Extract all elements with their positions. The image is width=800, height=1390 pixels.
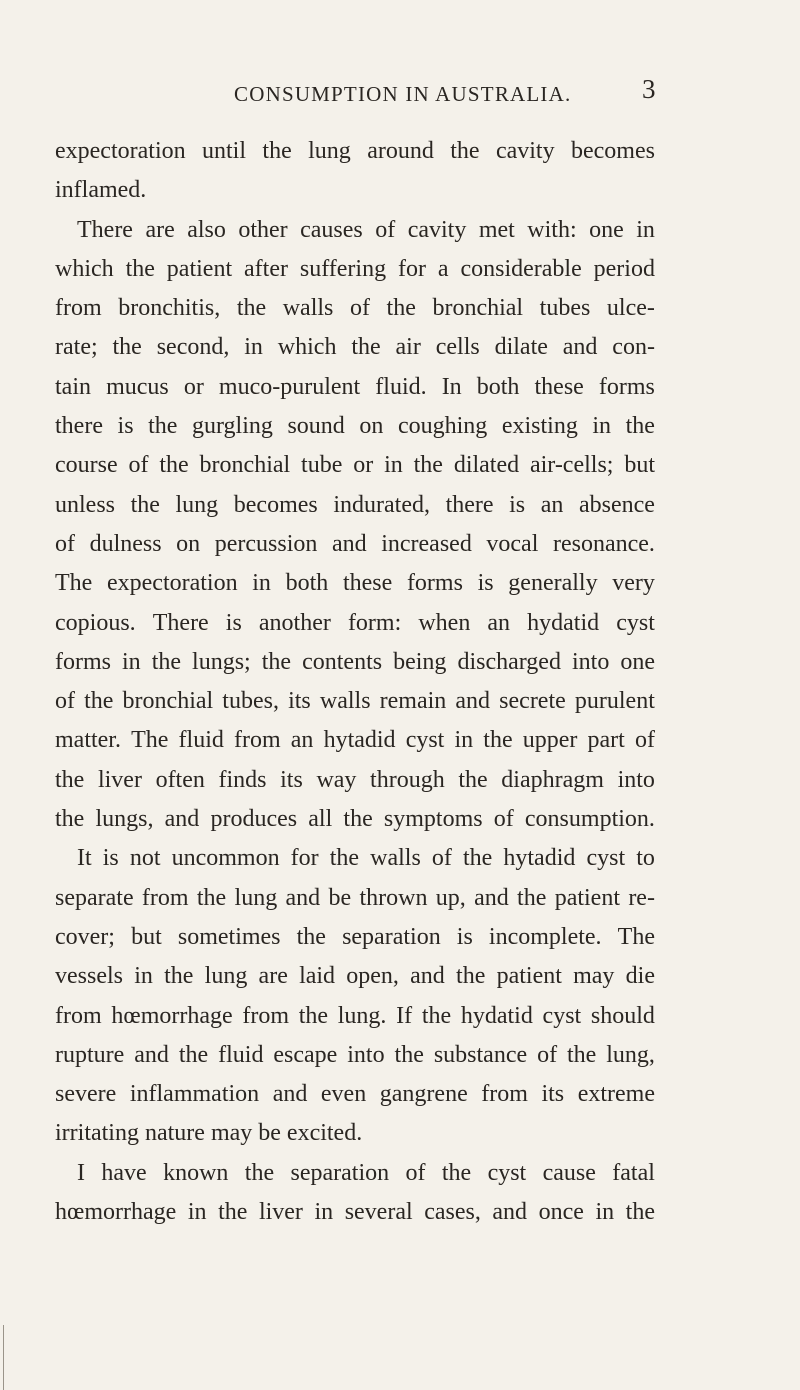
word: for [290, 845, 319, 872]
word: indurated, [333, 491, 430, 518]
word: symptoms [383, 806, 483, 833]
word: into [571, 648, 610, 675]
word: sound [287, 413, 345, 440]
word: even [320, 1081, 367, 1108]
word: known [163, 1159, 229, 1186]
word: into [617, 766, 655, 793]
word: cells [435, 334, 480, 361]
word: fluid. [375, 373, 427, 400]
word: the [441, 1159, 472, 1186]
word: If [396, 1002, 413, 1029]
word: coughing [397, 413, 488, 440]
word: of [375, 216, 396, 243]
text-line [55, 368, 655, 407]
word: air-cells; [529, 452, 614, 479]
word: dulness [89, 530, 162, 557]
word: matter. [55, 727, 121, 754]
word: and [272, 1081, 308, 1108]
word: dilate [494, 334, 548, 361]
word: bronchitis, [118, 295, 221, 322]
word: are [258, 963, 288, 990]
word: fatal [612, 1159, 655, 1186]
word: the [148, 413, 178, 440]
word: are [145, 216, 175, 243]
word: and [285, 884, 321, 911]
word: becomes [233, 491, 318, 518]
word: sometimes [177, 923, 281, 950]
word: when [418, 609, 471, 636]
word: air [395, 334, 421, 361]
page-edge-line [3, 1325, 4, 1390]
word: cyst [487, 1159, 527, 1186]
word: existing [501, 413, 578, 440]
word: The [617, 923, 655, 950]
word: and [492, 1199, 528, 1226]
word: second, [156, 334, 230, 361]
text-line [55, 879, 655, 918]
word: cover; [55, 923, 115, 950]
word: of [493, 806, 514, 833]
word: and [562, 334, 598, 361]
word: its [280, 766, 303, 793]
word: incomplete. [488, 923, 602, 950]
word: may [573, 963, 615, 990]
word: the [112, 334, 142, 361]
word: the [456, 963, 486, 990]
word: lung [234, 884, 278, 911]
word: often [155, 766, 205, 793]
word: should [590, 1002, 655, 1029]
word: the [351, 334, 381, 361]
word: met [478, 216, 515, 243]
word: There [77, 216, 133, 243]
word: the [164, 963, 194, 990]
word: into [347, 1041, 385, 1068]
text-line [55, 1193, 655, 1232]
word: is [456, 923, 473, 950]
word: forms [598, 373, 655, 400]
word: walls [282, 295, 334, 322]
word: of [405, 1159, 426, 1186]
word: hœmorrhage [111, 1002, 233, 1029]
word: the [421, 1002, 452, 1029]
word: lung, [606, 1041, 655, 1068]
word: hytadid [503, 845, 576, 872]
word: The [55, 570, 93, 597]
word: form: [347, 609, 402, 636]
word: bronchial [432, 295, 524, 322]
word: on [359, 413, 384, 440]
text-line [55, 211, 655, 250]
word: escape [273, 1041, 338, 1068]
word: the [567, 1041, 597, 1068]
word: separate [55, 884, 134, 911]
word: laid [299, 963, 336, 990]
word: the [84, 688, 114, 715]
word: in [134, 963, 153, 990]
running-head [0, 74, 800, 112]
word: the [261, 648, 292, 675]
page-number: 3 [642, 74, 656, 104]
word: lungs; [192, 648, 251, 675]
text-line [55, 800, 655, 839]
word: being [393, 648, 447, 675]
word: very [612, 570, 655, 597]
word: lung [175, 491, 219, 518]
word: and [331, 530, 367, 557]
word: percussion [214, 530, 318, 557]
word: way [316, 766, 357, 793]
word: the [450, 138, 480, 164]
word: con- [612, 334, 655, 361]
word: in [122, 648, 141, 675]
word: from [234, 727, 281, 754]
text-line [55, 250, 655, 289]
text-line [55, 839, 655, 878]
word: patient [166, 255, 233, 282]
word: the [159, 452, 189, 479]
word: tube [301, 452, 343, 479]
word: bronchial [122, 688, 214, 715]
text-line [55, 604, 655, 643]
word: severe [55, 1081, 117, 1108]
word: forms [55, 648, 111, 675]
word: of [634, 727, 655, 754]
word: from [141, 884, 189, 911]
word: gangrene [379, 1081, 468, 1108]
word: is [477, 570, 494, 597]
word: cyst [586, 845, 626, 872]
word: the [625, 1199, 655, 1226]
text-line [55, 1154, 655, 1193]
word: these [534, 373, 584, 400]
word: expectoration [55, 138, 186, 164]
word: or [353, 452, 374, 479]
word: causes [300, 216, 363, 243]
word: the [625, 413, 655, 440]
word: cyst [542, 1002, 582, 1029]
word: or [183, 373, 204, 400]
word: cases, [424, 1199, 481, 1226]
word: in [595, 1199, 615, 1226]
word: lungs, [95, 806, 154, 833]
word: the [244, 1159, 275, 1186]
word: The [131, 727, 169, 754]
body-text [55, 132, 655, 1232]
word: hytadid [323, 727, 396, 754]
word: die [625, 963, 655, 990]
word: contents [302, 648, 383, 675]
word: discharged [457, 648, 561, 675]
word: consumption. [524, 806, 655, 833]
word: the [125, 255, 155, 282]
word: have [101, 1159, 147, 1186]
word: cavity [495, 138, 555, 164]
word: and [455, 688, 491, 715]
word: the [298, 1002, 329, 1029]
word: and [410, 963, 445, 990]
word: increased [381, 530, 472, 557]
word: expectoration [106, 570, 238, 597]
word: all [308, 806, 333, 833]
word: also [187, 216, 226, 243]
word: these [342, 570, 393, 597]
word: the [329, 845, 360, 872]
word: I [77, 1159, 85, 1186]
word: the [296, 923, 326, 950]
word: another [258, 609, 331, 636]
word: is [117, 413, 134, 440]
word: both [476, 373, 520, 400]
word: of [431, 845, 452, 872]
word: from [481, 1081, 528, 1108]
word: and [474, 884, 509, 911]
word: gurgling [192, 413, 273, 440]
word: in [384, 452, 403, 479]
word: is [509, 491, 526, 518]
word: there [55, 413, 103, 440]
word: but [624, 452, 655, 479]
word: hydatid [527, 609, 600, 636]
text-line [55, 407, 655, 446]
word: rate; [55, 334, 98, 361]
word: one [620, 648, 655, 675]
word: its [288, 688, 311, 715]
word: be [328, 884, 352, 911]
word: walls [319, 688, 371, 715]
word: on [176, 530, 201, 557]
word: cavity [407, 216, 467, 243]
word: separation [342, 923, 441, 950]
word: hœmorrhage [55, 1199, 177, 1226]
word: the [343, 806, 373, 833]
word: liver [97, 766, 142, 793]
text-line [55, 682, 655, 721]
text-line [55, 486, 655, 525]
word: of [537, 1041, 558, 1068]
text-line [55, 997, 655, 1036]
word: tubes, [222, 688, 279, 715]
word: hydatid [460, 1002, 533, 1029]
word: a [437, 255, 449, 282]
word: the [151, 648, 182, 675]
word: period [593, 255, 655, 282]
word: liver [258, 1199, 303, 1226]
word: not [129, 845, 161, 872]
word: in [592, 413, 612, 440]
word: becomes [570, 138, 655, 164]
word: to [636, 845, 655, 872]
word: is [225, 609, 242, 636]
word: rupture [55, 1041, 125, 1068]
word: the [196, 884, 227, 911]
word: course [55, 452, 118, 479]
word: forms [406, 570, 463, 597]
text-line [55, 289, 655, 328]
word: substance [433, 1041, 528, 1068]
text-line [55, 1036, 655, 1075]
word: the [458, 766, 488, 793]
word: with: [527, 216, 577, 243]
word: suffering [299, 255, 387, 282]
word: the [55, 766, 85, 793]
word: upper [522, 727, 578, 754]
word: in [314, 1199, 334, 1226]
word: bronchial [199, 452, 291, 479]
word: separation [290, 1159, 390, 1186]
word: ulce- [606, 295, 655, 322]
word: one [589, 216, 624, 243]
word: there [445, 491, 494, 518]
word: walls [370, 845, 421, 872]
word: diaphragm [501, 766, 604, 793]
word: but [131, 923, 162, 950]
word: up, [435, 884, 466, 911]
word: both [285, 570, 329, 597]
word: which [55, 255, 114, 282]
word: muco-purulent [218, 373, 361, 400]
word: after [244, 255, 288, 282]
text-line [55, 918, 655, 957]
word: copious. [55, 609, 136, 636]
text-line [55, 643, 655, 682]
word: secrete [499, 688, 566, 715]
word: There [152, 609, 209, 636]
word: patient [496, 963, 562, 990]
word: of [55, 530, 75, 557]
text-line [55, 564, 655, 603]
word: unless [55, 491, 115, 518]
text-line [55, 328, 655, 367]
text-line [55, 761, 655, 800]
word: open, [346, 963, 399, 990]
text-line: inflamed. [55, 177, 147, 204]
word: tubes [539, 295, 591, 322]
word: tain [55, 373, 91, 400]
word: the [517, 884, 547, 911]
word: in [454, 727, 474, 754]
text-line [55, 132, 655, 171]
word: lung. [337, 1002, 387, 1029]
word: purulent [574, 688, 655, 715]
text-line: irritating nature may be excited. [55, 1120, 363, 1147]
word: through [370, 766, 445, 793]
word: an [540, 491, 564, 518]
word: and [134, 1041, 169, 1068]
word: mucus [106, 373, 169, 400]
word: remain [379, 688, 447, 715]
word: considerable [460, 255, 582, 282]
word: It [77, 845, 92, 872]
word: re- [628, 884, 655, 911]
word: dilated [453, 452, 520, 479]
word: from [55, 1002, 102, 1029]
text-line [55, 957, 655, 996]
word: fluid [178, 727, 224, 754]
running-title: CONSUMPTION IN AUSTRALIA. [234, 82, 572, 106]
word: the [262, 138, 292, 164]
word: in [252, 570, 271, 597]
word: patient [554, 884, 620, 911]
word: once [538, 1199, 584, 1226]
word: lung [204, 963, 248, 990]
word: the [483, 727, 513, 754]
word: the [386, 295, 416, 322]
word: an [290, 727, 314, 754]
word: the [130, 491, 160, 518]
word: part [587, 727, 625, 754]
text-line [55, 525, 655, 564]
word: the [236, 295, 267, 322]
word: which [277, 334, 337, 361]
text-line [55, 446, 655, 485]
word: produces [210, 806, 298, 833]
word: around [367, 138, 434, 164]
word: resonance. [552, 530, 655, 557]
word: lung [308, 138, 351, 164]
word: uncommon [171, 845, 280, 872]
word: finds [218, 766, 267, 793]
word: for [398, 255, 426, 282]
word: until [202, 138, 247, 164]
word: the [178, 1041, 209, 1068]
word: of [55, 688, 75, 715]
word: fluid [218, 1041, 264, 1068]
word: vocal [486, 530, 539, 557]
word: in [187, 1199, 207, 1226]
word: cyst [616, 609, 655, 636]
word: other [238, 216, 288, 243]
word: inflammation [129, 1081, 260, 1108]
word: generally [508, 570, 598, 597]
text-line [55, 721, 655, 760]
word: extreme [577, 1081, 655, 1108]
word: the [413, 452, 443, 479]
word: vessels [55, 963, 123, 990]
word: of [128, 452, 149, 479]
word: the [55, 806, 85, 833]
word: several [344, 1199, 413, 1226]
word: is [102, 845, 119, 872]
word: from [242, 1002, 290, 1029]
word: in [244, 334, 263, 361]
word: the [218, 1199, 248, 1226]
word: its [541, 1081, 565, 1108]
word: from [55, 295, 102, 322]
word: thrown [359, 884, 428, 911]
word: cause [542, 1159, 596, 1186]
word: and [164, 806, 200, 833]
word: the [462, 845, 493, 872]
word: the [394, 1041, 424, 1068]
word: cyst [405, 727, 445, 754]
word: absence [579, 491, 655, 518]
word: in [636, 216, 655, 243]
word: of [349, 295, 370, 322]
word: an [487, 609, 511, 636]
text-line [55, 1075, 655, 1114]
word: In [441, 373, 462, 400]
